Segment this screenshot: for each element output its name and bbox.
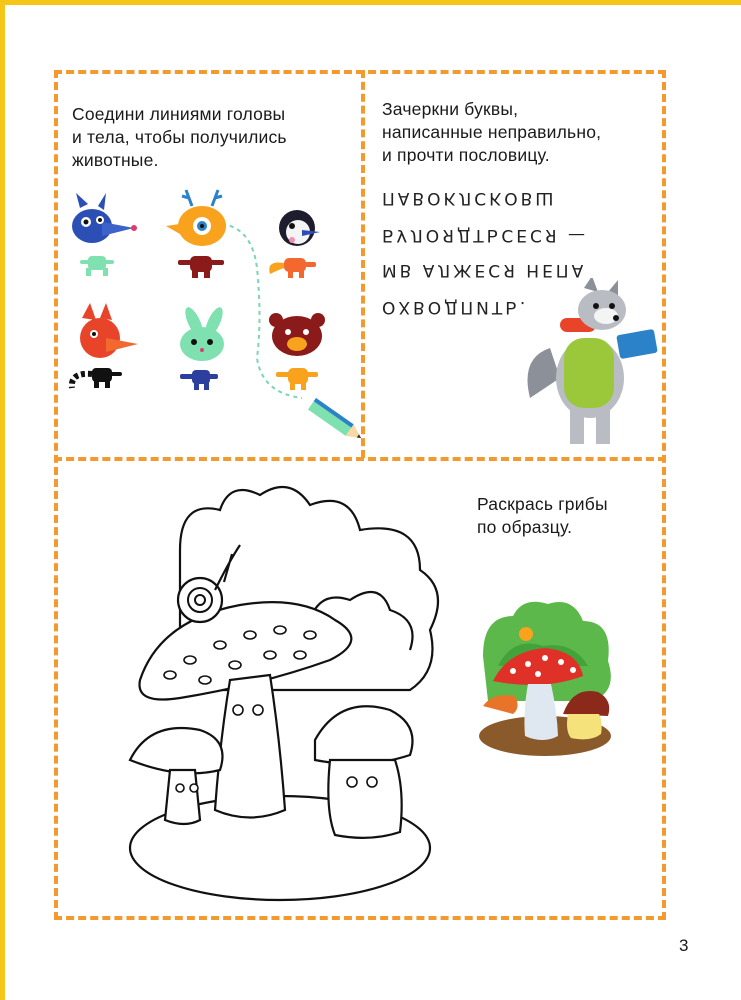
task-proverb-line-1: Зачеркни буквы, xyxy=(382,99,519,119)
task-color-line-1: Раскрась грибы xyxy=(477,494,608,514)
task-connect-line-3: животные. xyxy=(72,150,159,170)
task-connect-line-2: и тела, чтобы получились xyxy=(72,127,287,147)
task-proverb-instructions xyxy=(382,98,652,167)
task-color-instructions xyxy=(477,493,657,539)
brown-body-icon xyxy=(178,256,224,278)
task-proverb-line-3: и прочти пословицу. xyxy=(382,145,550,165)
mushrooms-colored-sample xyxy=(473,596,618,761)
pencil-icon xyxy=(308,398,362,444)
deer-head-icon xyxy=(166,190,226,246)
task-connect-line-1: Соедини линиями головы xyxy=(72,104,286,124)
mint-body-icon xyxy=(80,256,114,276)
bear-head-icon xyxy=(269,313,325,356)
blue-body-icon xyxy=(180,370,218,390)
proverb-line-text: ОХВОДПИТЬ. xyxy=(382,297,529,317)
proverb-line-text: БУЛОЯДТЬСЕСЯ — xyxy=(382,225,589,245)
orange-body-icon xyxy=(276,368,318,390)
proverb-line-text: ПАВОКЛСКОВШ xyxy=(382,188,557,208)
proverb-line xyxy=(382,188,556,208)
raccoon-body-icon xyxy=(72,368,122,388)
task-proverb-line-2: написанные неправильно, xyxy=(382,122,602,142)
bunny-head-icon xyxy=(180,305,226,361)
wolf-with-backpack-illustration xyxy=(520,278,660,448)
animal-heads-bodies-illustration xyxy=(62,188,362,448)
task-connect-instructions xyxy=(72,103,352,172)
page-number: 3 xyxy=(679,936,689,955)
mushrooms-coloring-outline xyxy=(120,470,460,910)
proverb-line-text: МВ АЛЖЕСЯ НЕПА xyxy=(382,260,587,280)
fox-body-icon xyxy=(269,258,316,278)
proverb-line xyxy=(382,225,588,245)
horizontal-dashed-divider xyxy=(54,457,666,461)
proverb-line xyxy=(382,297,528,317)
task-color-line-2: по образцу. xyxy=(477,517,573,537)
fox-head-icon xyxy=(80,303,138,358)
page-top-accent xyxy=(0,0,741,5)
proverb-line xyxy=(382,260,586,280)
page-left-accent xyxy=(0,0,5,1000)
penguin-head-icon xyxy=(279,210,320,246)
wolf-head-icon xyxy=(72,193,137,243)
